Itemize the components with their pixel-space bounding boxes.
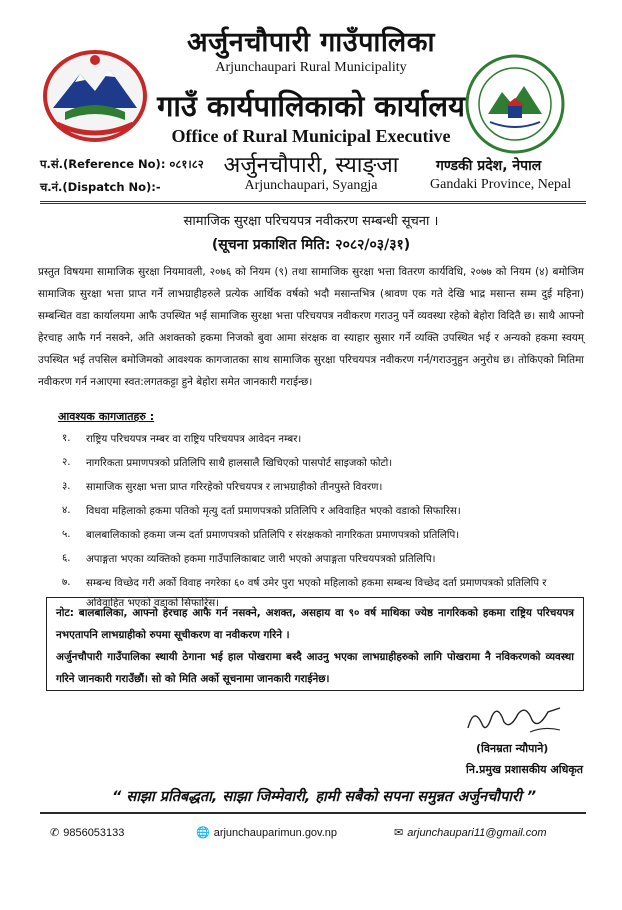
notice-body: प्रस्तुत विषयमा सामाजिक सुरक्षा नियमावली, २०७६ को नियम (९) तथा सामाजिक सुरक्षा भत्ता वितरण कार्यविधि, २०७७ को नियम (४) बमोजिम सामाजिक सुरक्षा भत्ता प्राप्त गर्ने लाभग्राहीहरुले प्रत्येक आर्थिक वर्षको भदौ मसान्तभित्र (श्रावण एक गते देखि भाद्र मसान्त सम्म दुई महिना) सम्बन्धित वडा कार्यालयमा आफै उपस्थित भई सामाजिक सुरक्षा भत्ता परिचयपत्र नवीकरण गराउनु पर्ने व्यवस्था रहेको बेहोरा विदितै छ। साथै आफ्नो हेरचाह आफै गर्न नसक्ने, अति अशक्तको हकमा निजको बुवा आमा संरक्षक वा स्याहार सुसार गर्ने व्यक्ति उपस्थित भई र अन्यको हकमा स्वयम् उपस्थित भई तपसिल बमोजिमको आवश्यक कागजातका साथ सामाजिक सुरक्षा परिचयपत्र नवीकरण गर्न/गराउनुहुन अनुरोध छ। तोकिएको मितिमा नवीकरण गर्न नआएमा स्वत:लगतकट्टा हुने बेहोरा समेत जानकारी गराईन्छ। [38,266,584,388]
footer-website [196,826,337,839]
list-item-number: ३. [62,481,71,492]
place-name-np: अर्जुनचौपारी, स्याङ्जा [223,153,399,178]
list-item-number: २. [62,457,71,468]
municipality-name-np: अर्जुनचौपारी गाउँपालिका [187,27,435,58]
footer-divider [40,812,586,814]
list-item-text: विधवा महिलाको हकमा पतिको मृत्यु दर्ता प्रमाणपत्रको प्रतिलिपि र अविवाहित भएको वडाको सिफारिस। [86,506,461,517]
province-name-en: Gandaki Province, Nepal [430,177,572,192]
list-item-text: नागरिकता प्रमाणपत्रको प्रतिलिपि साथै हालसालै खिचिएको पासपोर्ट साइजको फोटो। [86,458,393,469]
note-box [46,597,584,691]
globe-icon: 🌐 [196,827,210,839]
slogan: “ साझा प्रतिबद्धता, साझा जिम्मेवारी, हामी सबैको सपना समुन्नत अर्जुनचौपारी ” [112,789,537,805]
office-name-en: Office of Rural Municipal Executive [171,126,451,146]
list-item-text: अपाङ्गता भएका व्यक्तिको हकमा गाउँपालिकाबाट जारी भएको अपाङ्गता परिचयपत्रको प्रतिलिपि। [86,554,436,565]
office-name-np: गाउँ कार्यपालिकाको कार्यालय [157,89,465,123]
list-item-number: ४. [62,505,71,516]
envelope-icon: ✉ [394,827,404,839]
phone-icon: ✆ [50,827,60,839]
note-paragraph-1: नोट: बालबालिका, आफ्नो हेरचाह आफै गर्न नसक्ने, अशक्त, असहाय वा ९० वर्ष माथिका ज्येष्ठ नागरिकको हकमा राष्ट्रिय परिचयपत्र नभएतापनि लाभग्राहीको रुपमा सूचीकरण वा नवीकरण गरिने । [56,607,574,641]
province-name-np: गण्डकी प्रदेश, नेपाल [436,158,542,174]
signatory-title: नि.प्रमुख प्रशासकीय अधिकृत [466,763,584,776]
place-name-en: Arjunchaupari, Syangja [244,178,378,193]
dispatch-number: च.नं.(Dispatch No):- [40,180,161,194]
notice-date: (सूचना प्रकाशित मिति: २०८२/०३/३१) [211,237,411,253]
list-item-number: ७. [62,577,71,588]
list-item-number: ५. [62,529,71,540]
notice-title: सामाजिक सुरक्षा परिचयपत्र नवीकरण सम्बन्धी सूचना । [183,214,439,229]
municipality-name-en: Arjunchaupari Rural Municipality [215,60,407,75]
list-item-text: सम्बन्ध विच्छेद गरी अर्को विवाह नगरेका ६० वर्ष उमेर पुरा भएको महिलाको हकमा सम्बन्ध विच्छेद दर्ता प्रमाणपत्रको प्रतिलिपि र अविवाहित भएको वडाको सिफारिस। [86,578,547,609]
footer-phone [50,826,124,839]
signature-scribble [460,698,570,740]
requirements-heading: आवश्यक कागजातहरु : [58,410,155,423]
reference-number: प.सं.(Reference No): ०८१।८२ [40,157,204,171]
footer-email [394,826,547,839]
signatory-name: (विनम्रता न्यौपाने) [476,742,549,755]
list-item-number: १. [62,433,71,444]
list-item-number: ६. [62,553,71,564]
website-url: arjunchauparimun.gov.np [213,827,338,839]
list-item-text: राष्ट्रिय परिचयपत्र नम्बर वा राष्ट्रिय परिचयपत्र आवेदन नम्बर। [86,434,302,445]
header-divider [40,201,586,204]
phone-number: 9856053133 [63,827,125,839]
note-paragraph-2: अर्जुनचौपारी गाउँपालिका स्थायी ठेगाना भई हाल पोखरामा बस्दै आउनु भएका लाभग्राहीहरुको लागि पोखरामा नै नविकरणको व्यवस्था गरिने जानकारी गराउँछौं। सो को मिति अर्को सूचनामा जानकारी गराईनेछ। [56,651,574,685]
email-address: arjunchaupari11@gmail.com [407,827,547,839]
list-item-text: बालबालिकाको हकमा जन्म दर्ता प्रमाणपत्रको प्रतिलिपि र संरक्षकको नागरिकता प्रमाणपत्रको प्रतिलिपि। [86,530,460,541]
list-item-text: सामाजिक सुरक्षा भत्ता प्राप्त गरिरहेको परिचयपत्र र लाभग्राहीको तीनपुस्ते विवरण। [86,482,383,493]
